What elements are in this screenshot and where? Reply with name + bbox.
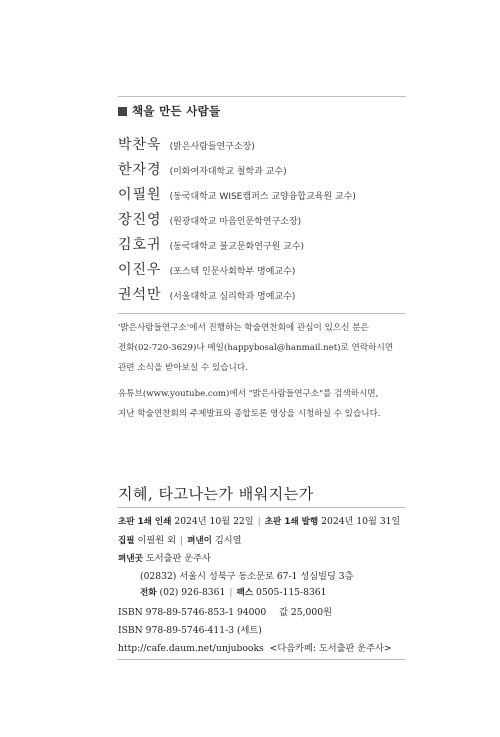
person-title: (동국대학교 WISE캠퍼스 교양융합교육원 교수) — [169, 192, 356, 202]
person-row — [118, 134, 255, 154]
person-name: 장진영 — [118, 212, 162, 228]
person-name: 권석만 — [118, 287, 162, 303]
person-name: 이필원 — [118, 187, 162, 203]
person-name: 이진우 — [118, 262, 162, 278]
person-name: 박찬욱 — [118, 137, 162, 153]
person-title: (원광대학교 마음인문학연구소장) — [169, 217, 302, 227]
person-title: (포스텍 인문사회학부 명예교수) — [169, 267, 296, 277]
person-title: (서울대학교 심리학과 명예교수) — [169, 292, 296, 302]
publisher-line: 펴낸곳 도서출판 운주사 — [118, 553, 211, 564]
person-row — [118, 259, 295, 279]
divider — [118, 313, 406, 314]
top-rule — [118, 96, 406, 97]
website-link[interactable]: http://cafe.daum.net/unjubooks — [118, 643, 264, 654]
person-row — [118, 209, 301, 229]
person-row — [118, 284, 295, 304]
isbn-line: ISBN 978-89-5746-853-1 94000 값 25,000원 — [118, 607, 332, 618]
editor-line: 집필 이필원 외 | 펴낸이 김시열 — [118, 535, 242, 546]
person-title: (이화여자대학교 철학과 교수) — [169, 167, 287, 177]
website-line: http://cafe.daum.net/unjubooks <다음카페: 도서출판 운주사> — [118, 643, 392, 654]
person-title: (동국대학교 불교문화연구원 교수) — [169, 242, 305, 252]
isbn-set-line: ISBN 978-89-5746-411-3 (세트) — [118, 625, 262, 636]
person-name: 김호귀 — [118, 237, 162, 253]
address-line: (02832) 서울시 성북구 동소문로 67-1 성심빌딩 3층 — [140, 571, 354, 582]
section-heading: 책을 만든 사람들 — [118, 103, 220, 119]
person-name: 한자경 — [118, 162, 162, 178]
phone-line: 전화 (02) 926-8361 | 팩스 0505-115-8361 — [140, 587, 327, 598]
person-row — [118, 184, 356, 204]
person-title: (밝은사람들연구소장) — [169, 142, 255, 152]
youtube-note: 유튜브(www.youtube.com)에서 "밝은사람들연구소"를 검색하시면, 지난 학술연찬회의 주제발표와 종합토론 영상을 시청하실 수 있습니다. — [118, 389, 381, 419]
bottom-rule — [118, 659, 406, 660]
square-bullet-icon — [118, 107, 127, 116]
book-title: 지혜, 타고나는가 배워지는가 — [118, 485, 314, 503]
person-row — [118, 234, 304, 254]
contact-note: '밝은사람들연구소'에서 진행하는 학술연찬회에 관심이 있으신 분은 전화(02-720-3629)나 메일(happybosal@hanmail.net)로 연락하시면 관련 소식을 받아보실 수 있습니다. — [118, 323, 394, 373]
person-row — [118, 159, 287, 179]
print-dates: 초판 1쇄 인쇄 2024년 10월 22일 | 초판 1쇄 발행 2024년 10월 31일 — [118, 516, 401, 527]
title-rule — [118, 507, 406, 508]
